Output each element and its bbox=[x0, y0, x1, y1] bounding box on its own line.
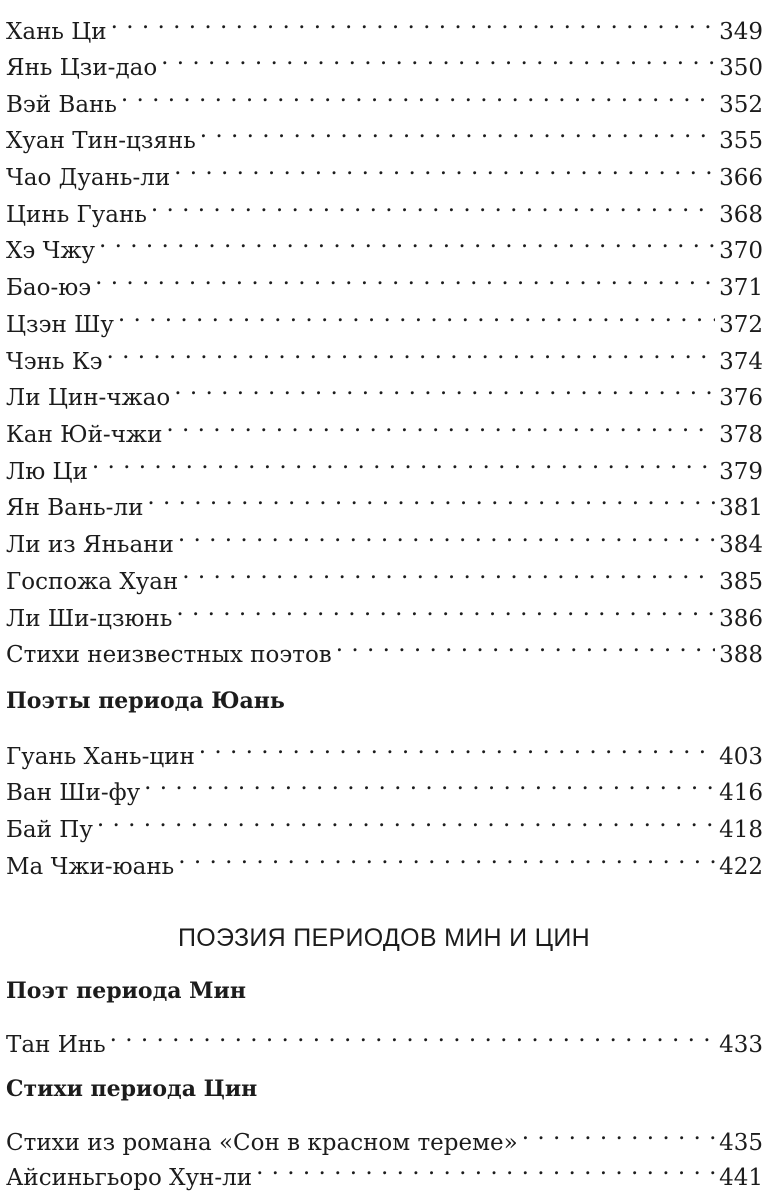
entry-page-number: 349 bbox=[719, 19, 763, 45]
entry-title: Госпожа Хуан bbox=[6, 569, 179, 595]
entry-title: Бай Пу bbox=[6, 817, 93, 843]
toc-entry[interactable] bbox=[6, 369, 763, 411]
entry-page-number: 352 bbox=[719, 92, 763, 118]
entry-title: Хэ Чжу bbox=[6, 238, 96, 264]
entry-title: Ян Вань-ли bbox=[6, 495, 144, 521]
entry-title: Чао Дуань-ли bbox=[6, 165, 171, 191]
entry-page-number: 433 bbox=[719, 1032, 763, 1058]
entry-page-number: 385 bbox=[719, 569, 763, 595]
subsection-heading-yuan: Поэты периода Юань bbox=[6, 688, 285, 714]
entry-title: Янь Цзи-дао bbox=[6, 55, 158, 81]
entry-page-number: 379 bbox=[719, 459, 763, 485]
section-title: ПОЭЗИЯ ПЕРИОДОВ МИН И ЦИН bbox=[177, 924, 591, 952]
toc-entry[interactable] bbox=[6, 801, 763, 843]
entry-title: Бао-юэ bbox=[6, 275, 92, 301]
entry-title: Хуан Тин-цзянь bbox=[6, 128, 196, 154]
toc-entry[interactable] bbox=[6, 728, 763, 770]
toc-entry[interactable] bbox=[6, 112, 763, 154]
entry-title: Кан Юй-чжи bbox=[6, 422, 163, 448]
dot-leader bbox=[107, 333, 716, 369]
dot-leader bbox=[144, 764, 715, 800]
entry-title: Лю Ци bbox=[6, 459, 88, 485]
dot-leader bbox=[147, 479, 715, 515]
dot-leader bbox=[336, 626, 715, 662]
entry-page-number: 350 bbox=[719, 55, 763, 81]
toc-entry[interactable] bbox=[6, 259, 763, 301]
entry-title: Ли из Яньани bbox=[6, 532, 174, 558]
entry-page-number: 371 bbox=[719, 275, 763, 301]
toc-entry[interactable] bbox=[6, 3, 763, 45]
toc-entry[interactable] bbox=[6, 1149, 763, 1191]
entry-title: Ли Ши-цзюнь bbox=[6, 606, 173, 632]
toc-entry[interactable] bbox=[6, 1114, 763, 1156]
entry-title: Ма Чжи-юань bbox=[6, 854, 175, 880]
toc-entry[interactable] bbox=[6, 838, 763, 880]
subsection-heading-ming: Поэт периода Мин bbox=[6, 978, 246, 1004]
toc-entry[interactable] bbox=[6, 333, 763, 375]
toc-entry[interactable] bbox=[6, 516, 763, 558]
entry-page-number: 366 bbox=[719, 165, 763, 191]
entry-page-number: 384 bbox=[719, 532, 763, 558]
entry-title: Вэй Вань bbox=[6, 92, 117, 118]
dot-leader bbox=[199, 728, 715, 764]
entry-title: Тан Инь bbox=[6, 1032, 106, 1058]
dot-leader bbox=[200, 112, 715, 148]
toc-entry[interactable] bbox=[6, 626, 763, 668]
toc-entry[interactable] bbox=[6, 222, 763, 264]
entry-page-number: 403 bbox=[719, 744, 763, 770]
entry-page-number: 418 bbox=[719, 817, 763, 843]
dot-leader bbox=[111, 3, 715, 39]
dot-leader bbox=[174, 369, 715, 405]
entry-title: Стихи из романа «Сон в красном тереме» bbox=[6, 1130, 518, 1156]
entry-page-number: 370 bbox=[719, 238, 763, 264]
entry-page-number: 381 bbox=[719, 495, 763, 521]
toc-entry[interactable] bbox=[6, 186, 763, 228]
entry-page-number: 378 bbox=[719, 422, 763, 448]
toc-entry[interactable] bbox=[6, 39, 763, 81]
entry-page-number: 374 bbox=[719, 349, 763, 375]
entry-page-number: 435 bbox=[719, 1130, 763, 1156]
dot-leader bbox=[99, 222, 715, 258]
subsection-heading-qing: Стихи периода Цин bbox=[6, 1076, 258, 1102]
entry-title: Хань Ци bbox=[6, 19, 107, 45]
entry-page-number: 372 bbox=[719, 312, 763, 338]
entry-title: Чэнь Кэ bbox=[6, 349, 103, 375]
entry-page-number: 388 bbox=[719, 642, 763, 668]
entry-page-number: 441 bbox=[719, 1165, 763, 1191]
toc-entry[interactable] bbox=[6, 590, 763, 632]
dot-leader bbox=[161, 39, 715, 75]
entry-page-number: 355 bbox=[719, 128, 763, 154]
entry-title: Стихи неизвестных поэтов bbox=[6, 642, 332, 668]
entry-title: Ли Цин-чжао bbox=[6, 385, 171, 411]
entry-title: Гуань Хань-цин bbox=[6, 744, 195, 770]
toc-entry[interactable] bbox=[6, 764, 763, 806]
entry-page-number: 416 bbox=[719, 780, 763, 806]
toc-entry[interactable] bbox=[6, 406, 763, 448]
dot-leader bbox=[166, 406, 715, 442]
dot-leader bbox=[118, 296, 715, 332]
dot-leader bbox=[97, 801, 715, 837]
toc-entry[interactable] bbox=[6, 149, 763, 191]
toc-entry[interactable] bbox=[6, 443, 763, 485]
entry-title: Ван Ши-фу bbox=[6, 780, 141, 806]
toc-entry[interactable] bbox=[6, 479, 763, 521]
dot-leader bbox=[256, 1149, 715, 1185]
entry-title: Цзэн Шу bbox=[6, 312, 114, 338]
toc-entry[interactable] bbox=[6, 553, 763, 595]
dot-leader bbox=[95, 259, 715, 295]
dot-leader bbox=[121, 76, 715, 112]
entry-page-number: 376 bbox=[719, 385, 763, 411]
toc-entry[interactable] bbox=[6, 1016, 763, 1058]
toc-entry[interactable] bbox=[6, 76, 763, 118]
dot-leader bbox=[110, 1016, 715, 1052]
dot-leader bbox=[151, 186, 715, 222]
entry-page-number: 386 bbox=[719, 606, 763, 632]
entry-title: Цинь Гуань bbox=[6, 202, 147, 228]
entry-page-number: 368 bbox=[719, 202, 763, 228]
dot-leader bbox=[92, 443, 715, 479]
dot-leader bbox=[178, 516, 715, 552]
dot-leader bbox=[178, 838, 715, 874]
dot-leader bbox=[174, 149, 715, 185]
dot-leader bbox=[182, 553, 715, 589]
entry-page-number: 422 bbox=[719, 854, 763, 880]
entry-title: Айсиньгьоро Хун-ли bbox=[6, 1165, 253, 1191]
toc-entry[interactable] bbox=[6, 296, 763, 338]
dot-leader bbox=[176, 590, 715, 626]
dot-leader bbox=[522, 1114, 715, 1150]
